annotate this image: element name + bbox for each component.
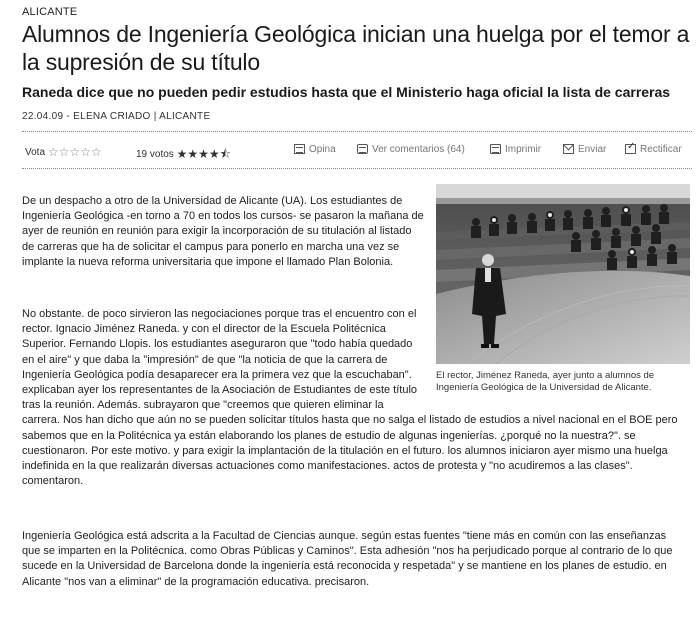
byline: 22.04.09 - ELENA CRIADO | ALICANTE bbox=[22, 111, 211, 122]
subheadline: Raneda dice que no pueden pedir estudios hasta que el Ministerio haga oficial la lista de carreras bbox=[22, 84, 671, 100]
paragraph-3 bbox=[22, 529, 682, 590]
headline: Alumnos de Ingeniería Geológica inician una huelga por el temor a la supresión de su título bbox=[22, 21, 690, 75]
envelope-icon bbox=[563, 144, 574, 154]
correct-button[interactable] bbox=[625, 144, 682, 155]
send-button[interactable] bbox=[563, 144, 606, 155]
paragraph-3-text: Ingeniería Geológica está adscrita a la Facultad de Ciencias aunque. según estas fuentes "tiene más en común con las enseñanzas que se imparten en la Politécnica. como Obras Públicas y Caminos". Esta adhesión "nos ha perjudicado porque al contrario de lo que sucede en la Universidad de Barcelona donde la ingeniería está reconocida y respetada" y se mantiene en los planes de estudio. en Alicante "nos van a eliminar" de la programación educativa. precisaron. bbox=[22, 530, 673, 588]
rating-widget bbox=[136, 145, 231, 166]
votes-count: 19 votos bbox=[136, 149, 174, 160]
view-comments-label: Ver comentarios (64) bbox=[372, 144, 465, 155]
section-label[interactable]: ALICANTE bbox=[22, 6, 78, 18]
vote-widget bbox=[25, 145, 102, 159]
rating-stars: ★★★★⯪ bbox=[176, 147, 231, 161]
article-toolbar bbox=[22, 131, 692, 169]
print-label: Imprimir bbox=[505, 144, 542, 155]
checkbox-icon bbox=[625, 144, 636, 154]
print-button[interactable] bbox=[490, 144, 541, 155]
view-comments-button[interactable] bbox=[357, 144, 465, 155]
vote-stars[interactable]: ☆☆☆☆☆ bbox=[47, 145, 102, 159]
paragraph-2-text: No obstante. de poco sirvieron las negociaciones porque tras el encuentro con el rector. Ignacio Jiménez Raneda. y con el director de la Escuela Politécnica Superior. Fernando Llopis. los estudiantes aseguraron que "todo había quedado en el aire" y que daba la "impresión" de que "la noticia de que la carrera de Ingeniería Geológica podía desaparecer era la primera vez que la escuchaban". explicaban ayer los representantes de la Asociación de Estudiantes de este título tras la reunión. Además. subrayaron que "creemos que quieren eliminar la carrera. Nos han dicho que aún no se pueden solicitar títulos hasta que no salga el listado de estudios a nivel nacional en el BOE pero sabemos que en la Politécnica ya están elaborando los planes de estudio de algunas ingenierías. ¿porqué no la nuestra?". se cuestionaron. Por este motivo. y para exigir la implantación de la titulación en el futuro. los alumnos iniciaron ayer mismo una huelga indefinida en la que realizarán diversas actuaciones como manifestaciones. actos de protesta y "no acudiremos a las clases". comentaron. bbox=[22, 308, 678, 488]
comment-form-icon bbox=[294, 144, 305, 154]
vote-label: Vota bbox=[25, 147, 46, 158]
comments-icon bbox=[357, 144, 368, 154]
photo-caption: El rector, Jiménez Raneda, ayer junto a alumnos de Ingeniería Geológica de la Universidad de Alicante. bbox=[436, 370, 655, 393]
paragraph-1-text: De un despacho a otro de la Universidad de Alicante (UA). Los estudiantes de Ingeniería Geológica -en torno a 70 en todos los cursos- se pasaron la mañana de ayer de reunión en reunión para exigir la incorporación de su titulación al listado de carreras que ha de solicitar el campus para ponerlo en marcha una vez se implante la nueva reforma universitaria que impone el llamado Plan Bolonia. bbox=[22, 195, 424, 268]
paragraph-2 bbox=[22, 307, 682, 489]
send-label: Enviar bbox=[578, 144, 607, 155]
printer-icon bbox=[490, 144, 501, 154]
opina-label: Opina bbox=[309, 144, 336, 155]
opina-button[interactable] bbox=[294, 144, 336, 155]
paragraph-1 bbox=[22, 194, 426, 270]
correct-label: Rectificar bbox=[640, 144, 682, 155]
